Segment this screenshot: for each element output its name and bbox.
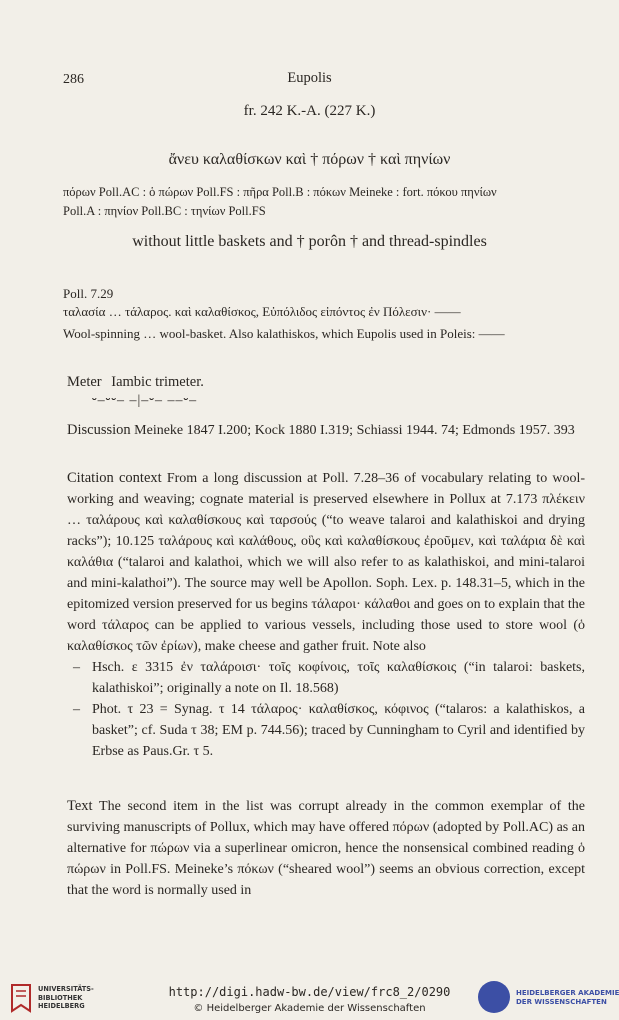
citation-list (67, 657, 585, 762)
list-marker: – (73, 660, 80, 675)
meter-text: Iambic trimeter. (111, 374, 204, 390)
meter-section (67, 374, 204, 391)
page-number: 286 (63, 72, 84, 87)
footer-url-link[interactable]: http://digi.hadw-bw.de/view/frc8_2/0290 (168, 985, 451, 999)
fragment-translation: without little baskets and † porôn † and thread-spindles (132, 233, 487, 250)
discussion-label: Discussion (67, 422, 131, 438)
discussion-text: Meineke 1847 I.200; Kock 1880 I.319; Schiassi 1944. 74; Edmonds 1957. 393 (134, 423, 575, 438)
source-english: Wool-spinning … wool-basket. Also kalathiskos, which Eupolis used in Poleis: —— (63, 326, 505, 341)
academy-logo (478, 981, 618, 1017)
list-item (73, 657, 585, 699)
list-item (73, 699, 585, 762)
text-section (67, 796, 585, 901)
text-body: The second item in the list was corrupt already in the common exemplar of the surviving manuscripts of Pollux, which may have offered πόρων (adopted by Poll.AC) as an alternative for πώρων via a superlinear omicron, hence the nonsensical combined reading ὁ πώρων in Poll.FS. Meineke’s πόκων (“sheared wool”) seems an obvious correction, except that the word is normally used in (67, 799, 585, 898)
meter-scheme: ⏑–⏑⏑– –|–⏑– ––⏑– (92, 393, 198, 408)
source-reference: Poll. 7.29 (63, 286, 114, 301)
citation-context-section (67, 468, 585, 762)
apparatus-line-2: Poll.A : πηνίον Poll.BC : τηνίων Poll.FS (63, 204, 266, 218)
citation-context-label: Citation context (67, 470, 162, 486)
fragment-title: fr. 242 K.-A. (227 K.) (243, 103, 376, 119)
running-title: Eupolis (287, 70, 332, 86)
text-label: Text (67, 798, 93, 814)
fragment-greek-text: ἄνευ καλαθίσκων καὶ † πόρων † καὶ πηνίων (168, 151, 451, 168)
logo-line: HEIDELBERGER AKADEMIE (516, 989, 619, 997)
logo-line: BIBLIOTHEK (38, 993, 83, 1002)
logo-line: UNIVERSITÄTS- (38, 985, 94, 993)
apparatus-line-1: πόρων Poll.AC : ὁ πώρων Poll.FS : πῆρα Poll.B : πόκων Meineke : fort. πόκου πηνίων (63, 185, 497, 199)
source-greek: ταλασία … τάλαρος. καὶ καλαθίσκος, Εὐπόλιδος εἰπόντος ἐν Πόλεσιν· —— (63, 304, 461, 319)
list-item-text: Phot. τ 23 = Synag. τ 14 τάλαρος· καλαθίσκος, κόφινος (“talaros: a kalathiskos, a basket”; cf. Suda τ 38; EM p. 744.56); traced by Cunningham to Cyril and identified by Erbse as Paus.Gr. τ 5. (92, 702, 585, 759)
discussion-section (67, 420, 585, 441)
logo-line: DER WISSENSCHAFTEN (516, 998, 607, 1006)
citation-context-text: From a long discussion at Poll. 7.28–36 of vocabulary relating to wool-working and weaving; cognate material is preserved elsewhere in Pollux at 7.173 πλέκειν … ταλάρους καὶ καλαθίσκους καὶ ταρσούς (“to weave talaroi and kalathiskoi and drying racks”); 10.125 ταλάρους καὶ καλάθους, οὓς καὶ καλαθίσκους ἐροῦμεν, καὶ ταλάρια δὲ καὶ καλάθια (“talaroi and kalathoi, which we will also refer to as kalathiskoi, and mini-talaroi and mini-kalathoi”). The source may well be Apollon. Soph. Lex. p. 148.31–5, which in the epitomized version preserved for us begins τάλαροι· κάλαθοι and goes on to explain that the word τάλαρος can be applied to various vessels, including those used to store wool (ὁ καλαθίσκος τῶν ἐρίων), make cheese and gather fruit. Note also (67, 471, 586, 654)
footer-copyright: © Heidelberger Akademie der Wissenschaften (193, 1003, 426, 1014)
logo-line: HEIDELBERG (38, 1002, 85, 1010)
list-marker: – (73, 702, 80, 717)
list-item-text: Hsch. ε 3315 ἐν ταλάροισι· τοῖς κοφίνοις, τοῖς καλαθίσκοις (“in talaroi: baskets, kalathiskoi”; originally a note on Il. 18.568) (92, 660, 585, 696)
meter-label: Meter (67, 374, 102, 390)
academy-seal-icon (478, 981, 510, 1013)
